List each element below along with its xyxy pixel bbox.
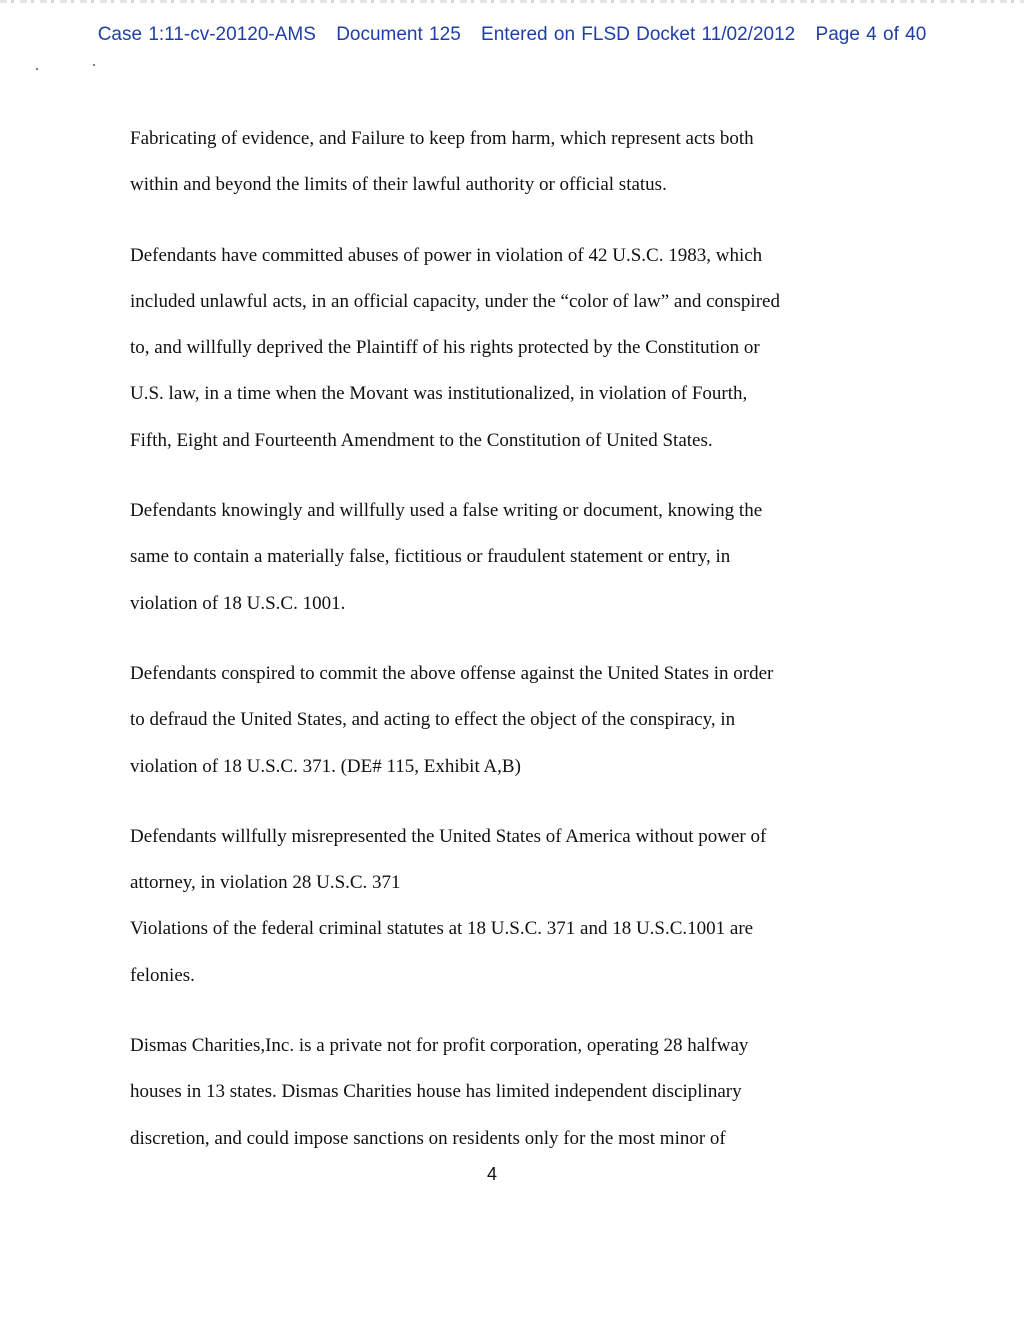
text-line: to defraud the United States, and acting to effect the object of the conspiracy, in — [130, 709, 736, 731]
text-line: violation of 18 U.S.C. 371. (DE# 115, Exhibit A,B) — [130, 755, 521, 777]
scan-speck — [36, 68, 38, 70]
paragraph — [130, 494, 850, 633]
text-line: Fabricating of evidence, and Failure to keep from harm, which represent acts both — [130, 128, 754, 149]
docket-header — [0, 24, 1024, 46]
text-line: to, and willfully deprived the Plaintiff of his rights protected by the Constitution or — [130, 337, 760, 359]
text-line: U.S. law, in a time when the Movant was institutionalized, in violation of Fourth, — [130, 383, 748, 405]
paragraph — [130, 1029, 850, 1168]
text-line: Defendants have committed abuses of power in violation of 42 U.S.C. 1983, which — [130, 244, 763, 266]
text-line: Defendants knowingly and willfully used a false writing or document, knowing the — [130, 500, 763, 522]
paragraph — [130, 657, 850, 796]
document-body — [130, 122, 850, 1168]
scan-edge-artifact — [0, 0, 1024, 3]
paragraph — [130, 820, 850, 1005]
text-line: included unlawful acts, in an official capacity, under the “color of law” and conspired — [130, 290, 780, 312]
text-line: same to contain a materially false, fictitious or fraudulent statement or entry, in — [130, 546, 731, 568]
text-line: Defendants conspired to commit the above offense against the United States in order — [130, 662, 774, 684]
case-number: Case 1:11-cv-20120-AMS — [97, 24, 316, 45]
text-line: Dismas Charities,Inc. is a private not for profit corporation, operating 28 halfway — [130, 1035, 749, 1057]
paragraph — [130, 122, 850, 215]
docket-entry: Entered on FLSD Docket 11/02/2012 — [481, 24, 796, 45]
scan-speck — [93, 64, 95, 66]
text-line: violation of 18 U.S.C. 1001. — [130, 592, 346, 614]
paragraph — [130, 239, 850, 470]
text-line: Violations of the federal criminal statutes at 18 U.S.C. 371 and 18 U.S.C.1001 are — [130, 918, 754, 940]
page-indicator: Page 4 of 40 — [815, 24, 927, 45]
text-line: within and beyond the limits of their lawful authority or official status. — [130, 174, 667, 196]
page-number: 4 — [486, 1164, 497, 1184]
text-line: felonies. — [130, 964, 195, 986]
text-line: Fifth, Eight and Fourteenth Amendment to the Constitution of United States. — [130, 429, 713, 451]
text-line: houses in 13 states. Dismas Charities house has limited independent disciplinary — [130, 1081, 742, 1103]
text-line: discretion, and could impose sanctions on residents only for the most minor of — [130, 1127, 726, 1149]
text-line: attorney, in violation 28 U.S.C. 371 — [130, 872, 401, 894]
document-number: Document 125 — [336, 24, 461, 45]
text-line: Defendants willfully misrepresented the United States of America without power of — [130, 825, 767, 847]
